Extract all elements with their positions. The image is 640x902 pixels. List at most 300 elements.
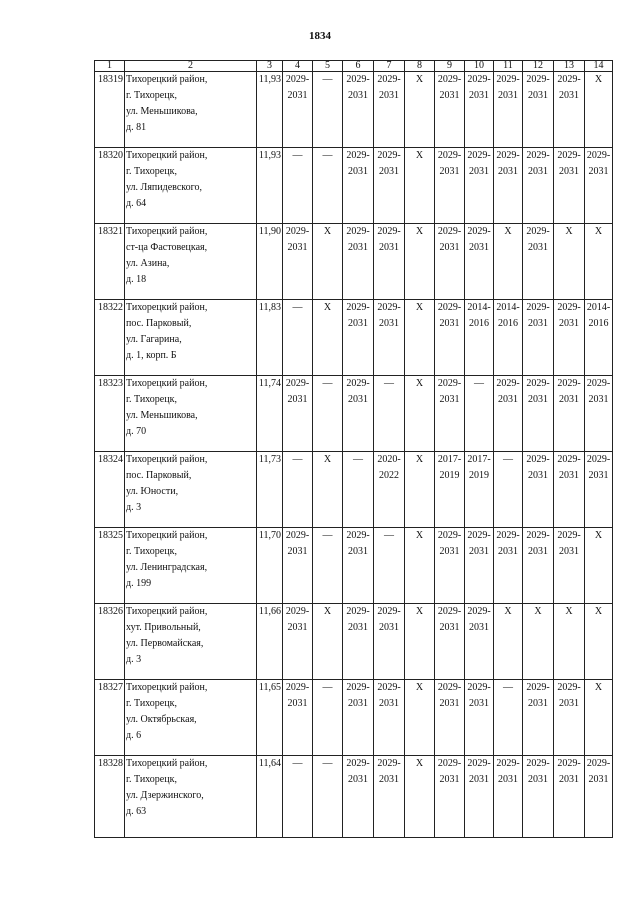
- value-cell: 11,66: [257, 604, 283, 680]
- period-cell-col-10: [465, 452, 494, 528]
- period-text: 2029-: [437, 758, 462, 769]
- address-line: хут. Привольный,: [126, 622, 201, 633]
- period-text: X: [323, 454, 332, 465]
- period-text: 2031: [379, 774, 399, 785]
- period-text: 2029-: [467, 150, 491, 161]
- column-header-10: 10: [465, 61, 494, 72]
- period-cell-col-8: [405, 300, 435, 376]
- period-cell-col-7: [374, 376, 405, 452]
- period-text: 2029-: [346, 606, 370, 617]
- column-header-11: 11: [494, 61, 523, 72]
- address-line: Тихорецкий район,: [126, 150, 208, 161]
- period-text: —: [322, 682, 333, 693]
- period-text: —: [292, 454, 303, 465]
- period-cell-col-9: [435, 604, 465, 680]
- value-cell: 11,70: [257, 528, 283, 604]
- period-text: 2031: [287, 622, 308, 633]
- period-text: X: [323, 302, 332, 313]
- period-text: 2031: [498, 546, 518, 557]
- period-text: 2031: [379, 166, 399, 177]
- period-cell-col-10: [465, 680, 494, 756]
- period-text: 2031: [439, 166, 460, 177]
- period-text: 2029-: [557, 758, 581, 769]
- address-line: ул. Юности,: [126, 486, 179, 497]
- period-text: 2031: [528, 242, 548, 253]
- period-text: X: [323, 606, 332, 617]
- period-text: X: [415, 758, 424, 769]
- address-cell: [125, 224, 257, 300]
- period-text: 2031: [439, 546, 460, 557]
- period-text: 2029-: [467, 530, 491, 541]
- address-line: д. 70: [126, 426, 147, 437]
- period-text: 2031: [439, 242, 460, 253]
- period-text: 2029-: [285, 378, 310, 389]
- address-line: д. 199: [126, 578, 152, 589]
- period-cell-col-13: [554, 300, 585, 376]
- address-line: ул. Азина,: [126, 258, 170, 269]
- address-line: пос. Парковый,: [126, 470, 192, 481]
- row-number-cell: 18321: [95, 224, 125, 300]
- address-line: ул. Дзержинского,: [126, 790, 204, 801]
- value-cell: 11,93: [257, 148, 283, 224]
- period-text: 2029-: [526, 226, 550, 237]
- address-line: Тихорецкий район,: [126, 682, 208, 693]
- period-text: 2031: [588, 394, 609, 405]
- period-text: 2031: [528, 546, 548, 557]
- period-cell-col-5: [313, 680, 343, 756]
- period-cell-col-11: [494, 528, 523, 604]
- address-line: г. Тихорецк,: [126, 90, 177, 101]
- period-text: 2031: [287, 546, 308, 557]
- address-line: д. 6: [126, 730, 142, 741]
- period-text: 2017-: [467, 454, 491, 465]
- period-cell-col-7: [374, 72, 405, 148]
- column-header-6: 6: [343, 61, 374, 72]
- period-text: 2016: [498, 318, 518, 329]
- period-text: 2029-: [557, 530, 581, 541]
- period-cell-col-13: [554, 72, 585, 148]
- column-header-1: 1: [95, 61, 125, 72]
- address-line: д. 1, корп. Б: [126, 350, 177, 361]
- period-text: 2029-: [557, 302, 581, 313]
- period-text: 2031: [439, 698, 460, 709]
- table-row: [95, 72, 613, 148]
- row-number-cell: 18325: [95, 528, 125, 604]
- period-text: 2031: [348, 698, 368, 709]
- period-text: X: [594, 74, 603, 85]
- period-text: 2031: [348, 394, 368, 405]
- period-text: 2031: [439, 394, 460, 405]
- period-cell-col-14: [585, 224, 613, 300]
- period-text: X: [504, 226, 512, 237]
- period-text: 2029-: [377, 150, 401, 161]
- period-text: 2029-: [377, 302, 401, 313]
- period-cell-col-14: [585, 72, 613, 148]
- period-text: 2019: [439, 470, 460, 481]
- period-text: —: [292, 758, 303, 769]
- row-number-cell: 18324: [95, 452, 125, 528]
- period-cell-col-5: [313, 148, 343, 224]
- period-cell-col-12: [523, 756, 554, 838]
- period-text: X: [594, 682, 603, 693]
- table-row: [95, 680, 613, 756]
- period-cell-col-8: [405, 148, 435, 224]
- period-cell-col-7: [374, 756, 405, 838]
- column-number-row: [95, 61, 613, 72]
- period-cell-col-8: [405, 680, 435, 756]
- period-text: 2029-: [586, 150, 611, 161]
- period-text: —: [322, 758, 333, 769]
- period-cell-col-13: [554, 680, 585, 756]
- period-text: 2031: [528, 394, 548, 405]
- period-cell-col-10: [465, 604, 494, 680]
- period-text: 2029-: [437, 378, 462, 389]
- period-cell-col-9: [435, 528, 465, 604]
- period-text: 2031: [559, 546, 579, 557]
- address-line: ул. Ленинградская,: [126, 562, 208, 573]
- period-text: 2029-: [437, 606, 462, 617]
- period-text: —: [322, 150, 333, 161]
- period-cell-col-11: [494, 72, 523, 148]
- period-text: —: [322, 74, 333, 85]
- period-text: —: [503, 454, 513, 465]
- period-cell-col-14: [585, 452, 613, 528]
- period-cell-col-12: [523, 528, 554, 604]
- period-text: 2031: [469, 698, 489, 709]
- period-cell-col-6: [343, 72, 374, 148]
- period-text: 2031: [469, 622, 489, 633]
- table-row: [95, 756, 613, 838]
- period-text: 2031: [498, 394, 518, 405]
- column-header-2: 2: [125, 61, 257, 72]
- period-cell-col-8: [405, 756, 435, 838]
- period-text: 2031: [528, 166, 548, 177]
- period-text: 2029-: [586, 378, 611, 389]
- period-text: 2031: [528, 774, 548, 785]
- period-cell-col-14: [585, 300, 613, 376]
- value-cell: 11,83: [257, 300, 283, 376]
- address-cell: [125, 756, 257, 838]
- period-cell-col-12: [523, 148, 554, 224]
- address-line: ул. Меньшикова,: [126, 106, 198, 117]
- address-cell: [125, 300, 257, 376]
- period-text: X: [415, 150, 424, 161]
- period-text: X: [534, 606, 542, 617]
- period-text: 2029-: [377, 606, 401, 617]
- period-cell-col-13: [554, 376, 585, 452]
- period-cell-col-11: [494, 452, 523, 528]
- period-text: 2029-: [467, 226, 491, 237]
- period-text: 2031: [287, 242, 308, 253]
- period-cell-col-9: [435, 452, 465, 528]
- row-number-cell: 18327: [95, 680, 125, 756]
- period-text: 2029-: [557, 682, 581, 693]
- period-text: —: [322, 530, 333, 541]
- period-text: —: [292, 150, 303, 161]
- column-header-13: 13: [554, 61, 585, 72]
- period-text: 2031: [469, 166, 489, 177]
- period-text: 2031: [588, 774, 609, 785]
- period-text: 2031: [469, 774, 489, 785]
- address-cell: [125, 680, 257, 756]
- table-body: [95, 72, 613, 838]
- period-text: 2029-: [437, 226, 462, 237]
- period-cell-col-11: [494, 680, 523, 756]
- period-text: 2031: [559, 774, 579, 785]
- column-header-8: 8: [405, 61, 435, 72]
- value-cell: 11,73: [257, 452, 283, 528]
- period-cell-col-12: [523, 72, 554, 148]
- period-text: 2029-: [557, 150, 581, 161]
- period-cell-col-14: [585, 604, 613, 680]
- period-cell-col-7: [374, 528, 405, 604]
- period-cell-col-11: [494, 376, 523, 452]
- period-text: 2031: [528, 318, 548, 329]
- column-header-14: 14: [585, 61, 613, 72]
- period-text: 2031: [439, 774, 460, 785]
- period-cell-col-9: [435, 224, 465, 300]
- period-text: 2031: [469, 90, 489, 101]
- period-cell-col-14: [585, 680, 613, 756]
- period-text: 2031: [559, 698, 579, 709]
- period-cell-col-10: [465, 300, 494, 376]
- period-cell-col-14: [585, 528, 613, 604]
- column-header-4: 4: [283, 61, 313, 72]
- period-text: 2031: [379, 698, 399, 709]
- period-text: 2029-: [346, 150, 370, 161]
- period-text: X: [415, 74, 424, 85]
- period-text: 2031: [348, 90, 368, 101]
- address-line: г. Тихорецк,: [126, 166, 177, 177]
- period-cell-col-8: [405, 224, 435, 300]
- period-cell-col-7: [374, 680, 405, 756]
- period-cell-col-13: [554, 756, 585, 838]
- period-cell-col-8: [405, 452, 435, 528]
- address-line: ул. Октябрьская,: [126, 714, 197, 725]
- address-cell: [125, 376, 257, 452]
- period-text: —: [322, 378, 333, 389]
- period-text: 2029-: [285, 682, 310, 693]
- period-text: 2029-: [377, 74, 401, 85]
- address-line: Тихорецкий район,: [126, 302, 208, 313]
- period-cell-col-11: [494, 224, 523, 300]
- period-cell-col-9: [435, 680, 465, 756]
- address-line: ул. Гагарина,: [126, 334, 182, 345]
- period-text: 2029-: [437, 530, 462, 541]
- period-cell-col-8: [405, 528, 435, 604]
- period-cell-col-6: [343, 452, 374, 528]
- period-cell-col-10: [465, 148, 494, 224]
- address-line: Тихорецкий район,: [126, 530, 208, 541]
- period-cell-col-4: [283, 756, 313, 838]
- period-text: X: [594, 530, 603, 541]
- period-cell-col-6: [343, 148, 374, 224]
- address-line: Тихорецкий район,: [126, 758, 208, 769]
- period-text: 2029-: [526, 74, 550, 85]
- row-number-cell: 18328: [95, 756, 125, 838]
- period-cell-col-7: [374, 224, 405, 300]
- address-cell: [125, 148, 257, 224]
- table-row: [95, 376, 613, 452]
- period-text: 2031: [348, 318, 368, 329]
- period-text: 2029-: [526, 682, 550, 693]
- period-text: X: [594, 606, 603, 617]
- period-text: 2031: [287, 698, 308, 709]
- period-cell-col-4: [283, 300, 313, 376]
- period-cell-col-13: [554, 148, 585, 224]
- period-text: 2031: [348, 546, 368, 557]
- period-text: 2022: [379, 470, 399, 481]
- period-text: X: [415, 302, 424, 313]
- address-line: г. Тихорецк,: [126, 774, 177, 785]
- table-row: [95, 300, 613, 376]
- period-text: 2031: [528, 698, 548, 709]
- period-text: 2031: [559, 394, 579, 405]
- period-text: X: [565, 606, 573, 617]
- period-text: 2029-: [557, 74, 581, 85]
- period-text: 2029-: [586, 454, 611, 465]
- period-text: 2029-: [496, 378, 520, 389]
- period-cell-col-4: [283, 604, 313, 680]
- period-text: 2016: [469, 318, 489, 329]
- address-line: д. 3: [126, 502, 142, 513]
- period-cell-col-5: [313, 376, 343, 452]
- period-cell-col-13: [554, 224, 585, 300]
- row-number-cell: 18323: [95, 376, 125, 452]
- period-cell-col-11: [494, 148, 523, 224]
- address-cell: [125, 528, 257, 604]
- period-text: 2029-: [526, 758, 550, 769]
- period-text: 2014-: [496, 302, 520, 313]
- row-number-cell: 18326: [95, 604, 125, 680]
- period-text: 2031: [439, 90, 460, 101]
- period-text: 2031: [588, 166, 609, 177]
- period-text: 2020-: [377, 454, 401, 465]
- period-text: 2029-: [496, 150, 520, 161]
- period-text: 2029-: [285, 606, 310, 617]
- period-cell-col-8: [405, 376, 435, 452]
- period-text: 2031: [439, 318, 460, 329]
- period-text: 2031: [287, 394, 308, 405]
- period-cell-col-11: [494, 604, 523, 680]
- period-cell-col-7: [374, 452, 405, 528]
- address-line: д. 64: [126, 198, 147, 209]
- period-text: 2029-: [285, 226, 310, 237]
- address-line: д. 81: [126, 122, 147, 133]
- address-line: ул. Меньшикова,: [126, 410, 198, 421]
- period-cell-col-4: [283, 452, 313, 528]
- period-cell-col-10: [465, 376, 494, 452]
- period-cell-col-6: [343, 604, 374, 680]
- address-line: пос. Парковый,: [126, 318, 192, 329]
- address-line: д. 63: [126, 806, 147, 817]
- period-text: 2029-: [346, 74, 370, 85]
- address-line: ст-ца Фастовецкая,: [126, 242, 208, 253]
- period-text: —: [503, 682, 513, 693]
- period-text: X: [594, 226, 603, 237]
- period-text: 2029-: [467, 682, 491, 693]
- address-line: Тихорецкий район,: [126, 454, 208, 465]
- period-text: 2031: [498, 774, 518, 785]
- period-cell-col-5: [313, 528, 343, 604]
- period-text: 2029-: [467, 606, 491, 617]
- period-text: X: [415, 454, 424, 465]
- period-text: 2031: [559, 166, 579, 177]
- period-cell-col-5: [313, 72, 343, 148]
- address-line: г. Тихорецк,: [126, 394, 177, 405]
- period-text: 2029-: [346, 530, 370, 541]
- period-text: 2031: [498, 90, 518, 101]
- period-cell-col-13: [554, 452, 585, 528]
- period-text: 2031: [528, 470, 548, 481]
- period-text: 2029-: [526, 378, 550, 389]
- page-number: 1834: [309, 30, 331, 42]
- period-cell-col-5: [313, 452, 343, 528]
- period-cell-col-6: [343, 528, 374, 604]
- period-text: X: [415, 530, 424, 541]
- period-text: 2029-: [437, 682, 462, 693]
- address-line: г. Тихорецк,: [126, 546, 177, 557]
- column-header-5: 5: [313, 61, 343, 72]
- period-text: 2031: [348, 242, 368, 253]
- period-cell-col-4: [283, 528, 313, 604]
- period-text: 2031: [348, 774, 368, 785]
- period-text: 2029-: [437, 302, 462, 313]
- period-cell-col-5: [313, 224, 343, 300]
- value-cell: 11,65: [257, 680, 283, 756]
- row-number-cell: 18320: [95, 148, 125, 224]
- period-text: 2029-: [377, 226, 401, 237]
- period-text: 2031: [469, 242, 489, 253]
- table-row: [95, 148, 613, 224]
- address-line: ул. Первомайская,: [126, 638, 204, 649]
- address-line: г. Тихорецк,: [126, 698, 177, 709]
- period-text: 2031: [379, 622, 399, 633]
- address-line: Тихорецкий район,: [126, 378, 208, 389]
- period-cell-col-9: [435, 756, 465, 838]
- period-text: X: [415, 226, 424, 237]
- period-text: 2029-: [557, 378, 581, 389]
- period-text: 2029-: [285, 530, 310, 541]
- period-text: 2031: [559, 470, 579, 481]
- period-text: 2029-: [346, 226, 370, 237]
- period-cell-col-4: [283, 376, 313, 452]
- table-row: [95, 452, 613, 528]
- period-text: 2019: [469, 470, 489, 481]
- period-cell-col-6: [343, 756, 374, 838]
- period-text: 2031: [379, 90, 399, 101]
- period-text: —: [384, 530, 394, 541]
- period-cell-col-5: [313, 604, 343, 680]
- period-text: 2031: [498, 166, 518, 177]
- period-cell-col-5: [313, 756, 343, 838]
- period-cell-col-9: [435, 376, 465, 452]
- period-cell-col-12: [523, 452, 554, 528]
- period-cell-col-10: [465, 224, 494, 300]
- period-text: X: [504, 606, 512, 617]
- value-cell: 11,74: [257, 376, 283, 452]
- period-cell-col-10: [465, 528, 494, 604]
- period-text: 2031: [528, 90, 548, 101]
- period-text: 2016: [588, 318, 609, 329]
- period-cell-col-5: [313, 300, 343, 376]
- period-text: 2031: [588, 470, 609, 481]
- column-header-3: 3: [257, 61, 283, 72]
- period-cell-col-8: [405, 72, 435, 148]
- period-cell-col-4: [283, 148, 313, 224]
- period-cell-col-12: [523, 604, 554, 680]
- period-text: 2029-: [346, 758, 370, 769]
